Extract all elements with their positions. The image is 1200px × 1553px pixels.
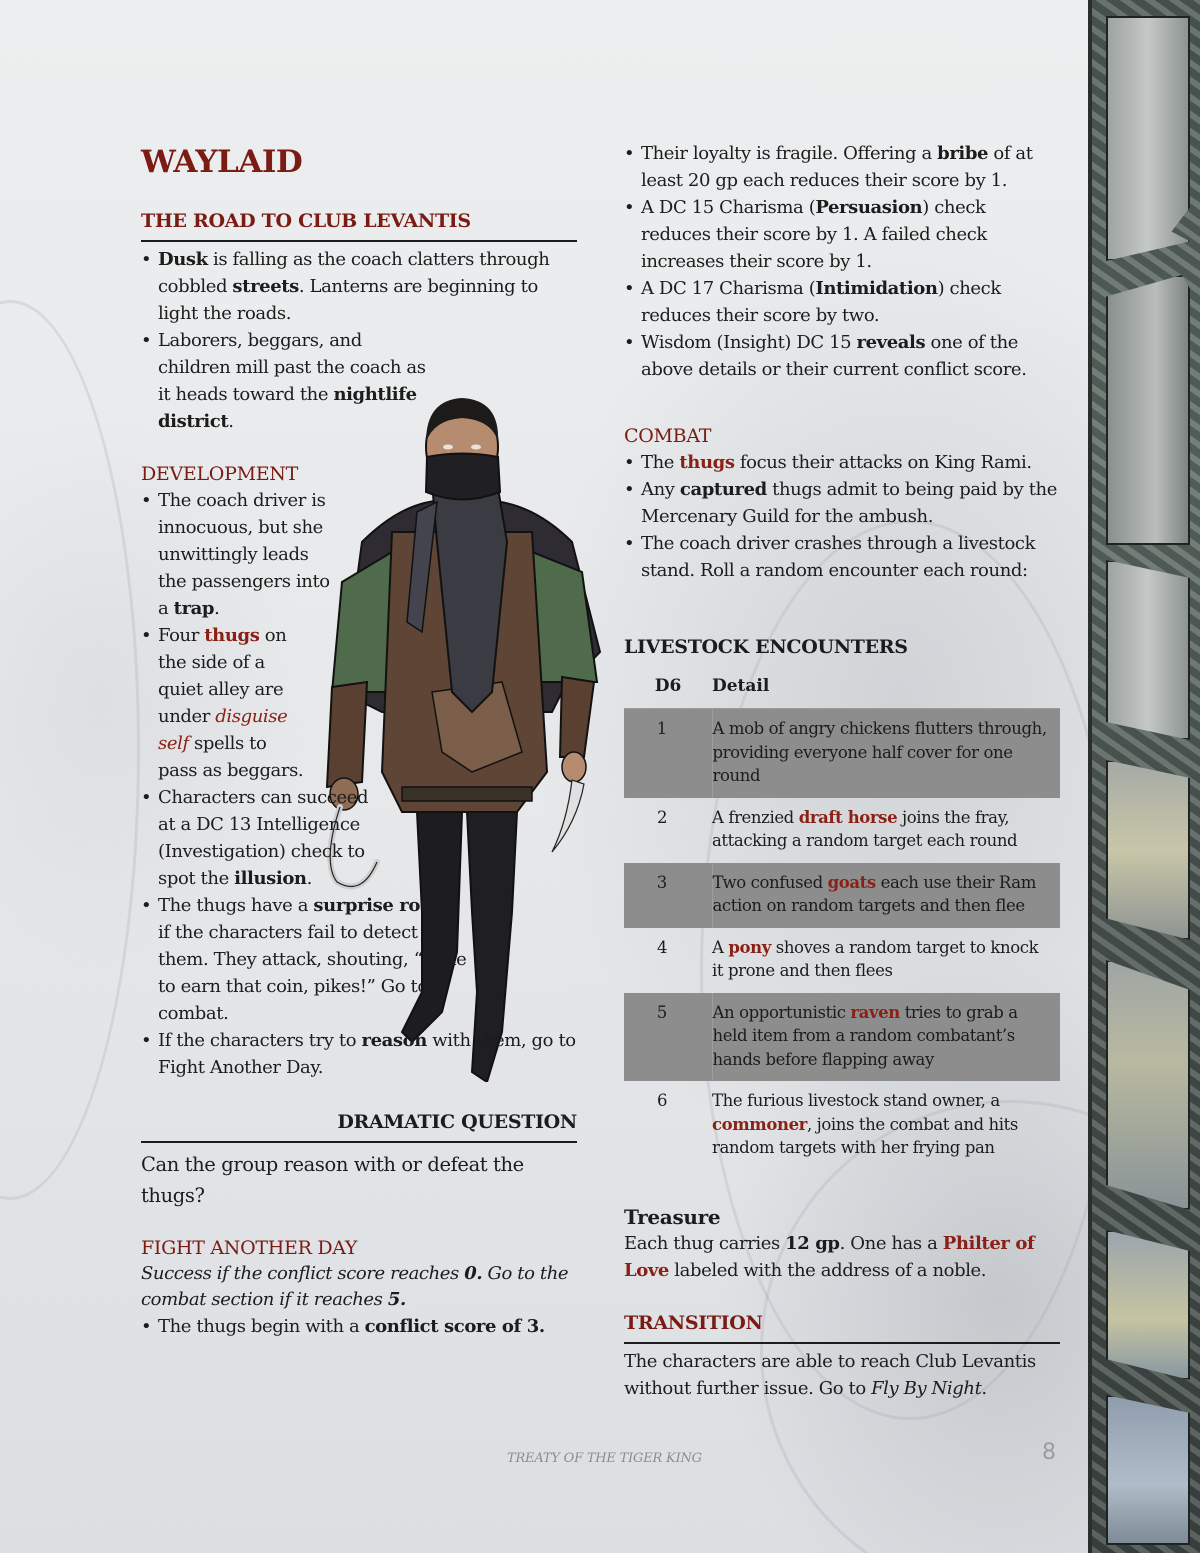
table-row: 4 A pony shoves a random target to knock it prone and then flees: [656, 937, 1039, 980]
page-title: WAYLAID: [141, 144, 303, 180]
right-column: [624, 140, 1060, 1402]
list-item: • Four thugs on the side of a quiet alley are under disguise self spells to pass as beggars.: [141, 622, 306, 784]
list-item: • The thugs focus their attacks on King Rami.: [624, 449, 1060, 476]
list-item: • Any captured thugs admit to being paid by the Mercenary Guild for the ambush.: [624, 476, 1060, 530]
section-heading-livestock: LIVESTOCK ENCOUNTERS: [624, 636, 908, 658]
loyalty-bullet-list: [624, 140, 1060, 383]
list-item: • The coach driver crashes through a livestock stand. Roll a random encounter each round:: [624, 530, 1060, 584]
footer-book-title: TREATY OF THE TIGER KING: [507, 1451, 702, 1466]
table-row: 5 An opportunistic raven tries to grab a held item from a random combatant’s hands before flapping away: [624, 993, 1060, 1082]
section-heading-dramatic-question: DRAMATIC QUESTION: [141, 1109, 577, 1143]
section-heading-transition: TRANSITION: [624, 1310, 1060, 1344]
decorative-side-border: [1088, 0, 1200, 1553]
pony-link[interactable]: pony: [728, 937, 771, 957]
draft-horse-link[interactable]: draft horse: [798, 807, 898, 827]
column-header-detail: Detail: [712, 666, 1060, 709]
dramatic-question-text: Can the group reason with or defeat the thugs?: [141, 1153, 524, 1207]
treasure-text: Each thug carries 12 gp. One has a Philter of Love labeled with the address of a noble.: [624, 1232, 1035, 1281]
border-panel: [1106, 16, 1190, 261]
list-item: • A DC 15 Charisma (Persuasion) check reduces their score by 1. A failed check increases their score by 1.: [624, 194, 1060, 275]
philter-of-love-link[interactable]: Philter of Love: [624, 1232, 1035, 1281]
thugs-link[interactable]: thugs: [679, 452, 735, 473]
section-heading-combat: COMBAT: [624, 425, 712, 447]
border-panel: [1106, 1395, 1190, 1545]
section-heading-development: DEVELOPMENT: [141, 463, 298, 485]
list-item: • The thugs begin with a conflict score of 3.: [141, 1313, 577, 1340]
fight-condition-text: Success if the conflict score reaches 0. Go to the combat section if it reaches 5.: [141, 1263, 569, 1310]
table-row: 2 A frenzied draft horse joins the fray, attacking a random target each round: [656, 807, 1018, 850]
left-column: [141, 140, 577, 1340]
transition-text: The characters are able to reach Club Levantis without further issue. Go to Fly By Night.: [624, 1350, 1036, 1399]
list-item: • Dusk is falling as the coach clatters through cobbled streets. Lanterns are beginning to light the roads.: [141, 246, 577, 327]
section-heading-fight-another-day: FIGHT ANOTHER DAY: [141, 1237, 358, 1259]
list-item: • A DC 17 Charisma (Intimidation) check reduces their score by two.: [624, 275, 1060, 329]
list-item: • Their loyalty is fragile. Offering a bribe of at least 20 gp each reduces their score by 1.: [624, 140, 1060, 194]
list-item: • The thugs have a surprise round if the characters fail to detect them. They attack, shouting, “Time to earn that coin, pikes!” Go to combat.: [141, 892, 471, 1027]
fight-bullet-list: [141, 1313, 577, 1340]
list-item: • Wisdom (Insight) DC 15 reveals one of the above details or their current conflict score.: [624, 329, 1060, 383]
livestock-encounters-table: [624, 666, 1060, 1170]
list-item: • Laborers, beggars, and children mill past the coach as it heads toward the nightlife district.: [141, 327, 577, 435]
list-item: • Characters can succeed at a DC 13 Intelligence (Investigation) check to spot the illusion.: [141, 784, 386, 892]
section-heading-treasure: Treasure: [624, 1204, 721, 1229]
raven-link[interactable]: raven: [850, 1002, 900, 1022]
border-panel: [1106, 275, 1190, 545]
disguise-self-link[interactable]: disguise self: [158, 706, 288, 754]
table-row: 6 The furious livestock stand owner, a commoner, joins the combat and hits random targets with her frying pan: [656, 1091, 1018, 1157]
column-header-d6: D6: [624, 666, 712, 709]
list-item: • The coach driver is innocuous, but she unwittingly leads the passengers into a trap.: [141, 487, 336, 622]
table-header-row: [624, 666, 1060, 709]
list-item: • If the characters try to reason with them, go to Fight Another Day.: [141, 1027, 577, 1081]
border-panel: [1106, 1230, 1190, 1380]
thugs-link[interactable]: thugs: [204, 625, 260, 646]
section-heading-road: THE ROAD TO CLUB LEVANTIS: [141, 208, 577, 242]
development-bullet-list: [141, 487, 577, 1081]
table-row: 1 A mob of angry chickens flutters through, providing everyone half cover for one round: [624, 709, 1060, 798]
border-panel: [1106, 960, 1190, 1210]
road-bullet-list: [141, 246, 577, 435]
border-panel: [1106, 560, 1190, 740]
commoner-link[interactable]: commoner: [712, 1114, 807, 1134]
goats-link[interactable]: goats: [827, 872, 876, 892]
border-panel: [1106, 760, 1190, 940]
background-arch: [0, 300, 140, 1200]
table-row: 3 Two confused goats each use their Ram action on random targets and then flee: [624, 863, 1060, 928]
page-number: 8: [1042, 1440, 1056, 1465]
combat-bullet-list: [624, 449, 1060, 584]
